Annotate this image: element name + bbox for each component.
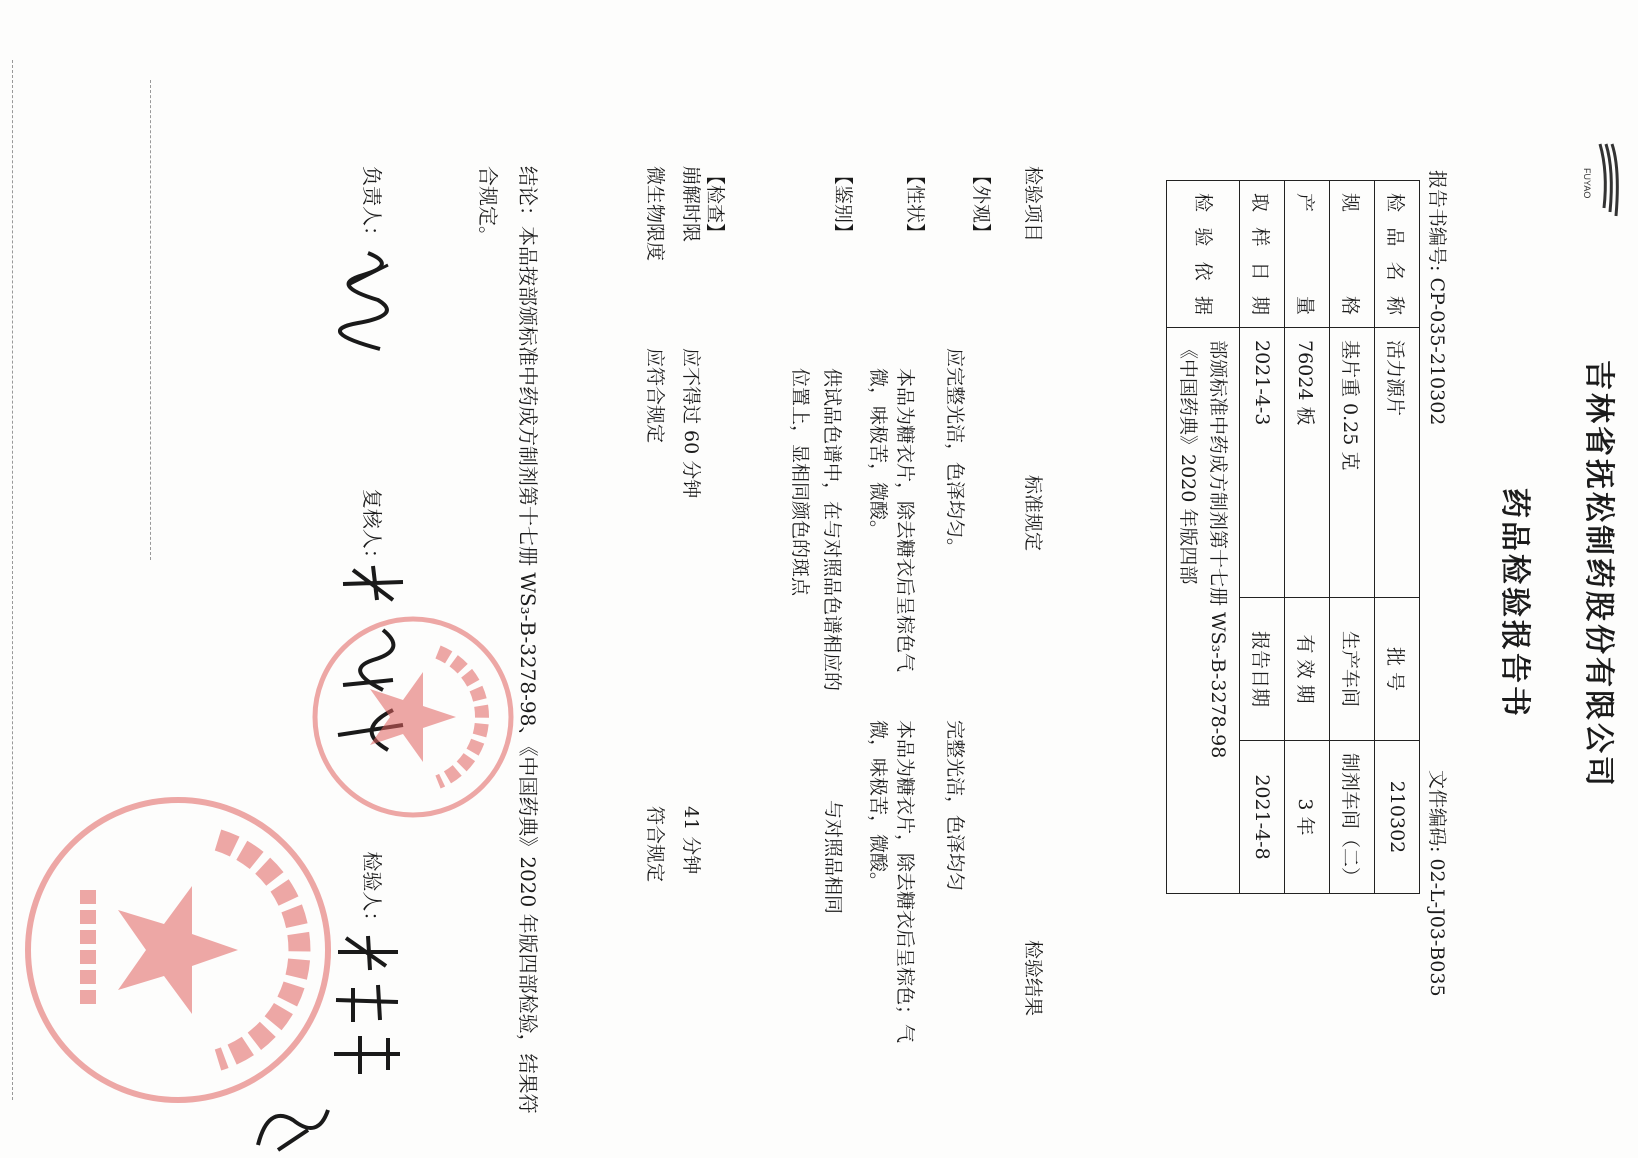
disintegration-standard: 应不得过 60 分钟 xyxy=(680,348,702,499)
column-header-result: 检验结果 xyxy=(1022,940,1044,1017)
output-label: 产 量 xyxy=(1285,181,1330,328)
responsible-signature xyxy=(338,245,408,355)
svg-text:FUYAO: FUYAO xyxy=(1582,168,1592,199)
character-result: 本品为糖衣片，除去糖衣后呈棕色；气微，味极苦，微酸。 xyxy=(867,720,916,1044)
microbial-result: 符合规定 xyxy=(644,806,666,883)
microbial-label: 微生物限度 xyxy=(644,166,666,262)
appearance-result: 完整光洁，色泽均匀 xyxy=(944,720,966,892)
reviewer-label: 复核人： xyxy=(360,488,384,569)
batch-label: 批 号 xyxy=(1375,598,1420,741)
identification-standard: 供试品色谱中，在与对照品色谱相应的位置上，显相同颜色的斑点 xyxy=(789,368,843,692)
fuyao-logo-icon xyxy=(1580,138,1620,222)
table-row xyxy=(1167,181,1240,894)
disintegration-result: 41 分钟 xyxy=(680,806,702,875)
inspector-label: 检验人： xyxy=(360,851,384,932)
product-name-value: 活力源片 xyxy=(1375,328,1420,598)
inspector-signature xyxy=(328,930,408,1080)
basis-line-1: 部颁标准中药成方制剂第十七册 WS₃-B-3278-98 xyxy=(1207,340,1229,759)
basis-line-2: 《中国药典》2020 年版四部 xyxy=(1177,340,1199,585)
sampling-date-value: 2021-4-3 xyxy=(1240,328,1285,598)
validity-label: 有 效 期 xyxy=(1285,598,1330,741)
character-standard: 本品为糖衣片，除去糖衣后呈棕色气微，味极苦，微酸。 xyxy=(867,368,916,673)
spec-value: 基片重 0.25 克 xyxy=(1330,328,1375,598)
report-number-label: 报告书编号: xyxy=(1426,170,1448,272)
sampling-date-label: 取 样 日 期 xyxy=(1240,181,1285,328)
company-logo xyxy=(1580,138,1620,222)
table-row xyxy=(1240,181,1285,894)
file-code xyxy=(1425,770,1452,997)
report-date-label: 报告日期 xyxy=(1240,598,1285,741)
section-check: 【检查】 xyxy=(704,166,726,243)
company-name: 吉林省抚松制药股份有限公司 xyxy=(1581,360,1616,789)
disintegration-label: 崩解时限 xyxy=(680,166,702,243)
batch-value: 210302 xyxy=(1375,741,1420,894)
report-date-value: 2021-4-8 xyxy=(1240,741,1285,894)
identification-result: 与对照品相同 xyxy=(822,800,844,915)
column-header-item: 检验项目 xyxy=(1022,166,1044,243)
spec-label: 规 格 xyxy=(1330,181,1375,328)
section-identification: 【鉴别】 xyxy=(832,166,854,243)
info-table xyxy=(1166,180,1420,894)
conclusion: 结论：本品按部颁标准中药成方制剂第十七册 WS₃-B-3278-98、《中国药典》2020 年版四部检验，结果符合规定。 xyxy=(476,166,540,1114)
section-character: 【性状】 xyxy=(904,166,926,243)
quality-department-stamp xyxy=(308,612,518,822)
company-quality-stamp xyxy=(18,790,338,1110)
table-row xyxy=(1375,181,1420,894)
appearance-standard: 应完整光洁，色泽均匀。 xyxy=(944,348,966,558)
report-number-value: CP-035-210302 xyxy=(1426,277,1448,426)
report-number xyxy=(1425,170,1452,425)
output-value: 76024 板 xyxy=(1285,328,1330,598)
microbial-standard: 应符合规定 xyxy=(644,348,666,444)
column-header-standard: 标准规定 xyxy=(1022,475,1044,552)
responsible-label: 负责人： xyxy=(360,166,384,246)
basis-value xyxy=(1167,328,1240,894)
section-appearance: 【外观】 xyxy=(970,166,992,243)
product-name-label: 检 品 名 称 xyxy=(1375,181,1420,328)
workshop-value: 制剂车间（二） xyxy=(1330,741,1375,894)
file-code-value: 02-L-J03-B035 xyxy=(1426,858,1448,997)
table-row xyxy=(1330,181,1375,894)
validity-value: 3 年 xyxy=(1285,741,1330,894)
basis-label: 检 验 依 据 xyxy=(1167,181,1240,328)
table-row xyxy=(1285,181,1330,894)
file-code-label: 文件编码: xyxy=(1426,770,1448,853)
workshop-label: 生产车间 xyxy=(1330,598,1375,741)
report-title: 药品检验报告书 xyxy=(1497,488,1532,719)
